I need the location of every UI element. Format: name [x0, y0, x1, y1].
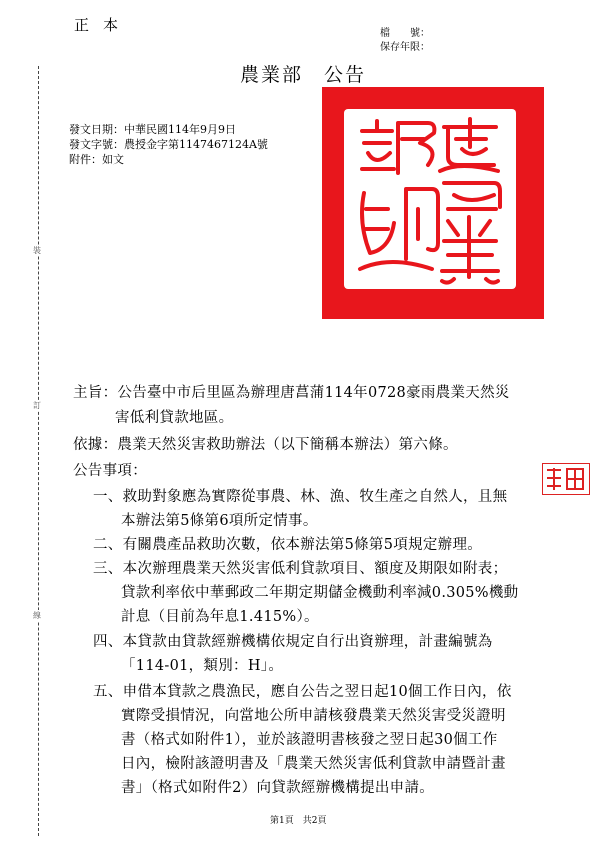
item-3-line-3: 計息（目前為年息1.415%）。 — [121, 609, 319, 625]
issue-date: 發文日期：中華民國114年9月9日 — [69, 123, 236, 136]
retention-label: 保存年限： — [380, 42, 430, 53]
issue-number: 發文字號：農授金字第1147467124A號 — [69, 138, 268, 151]
document-title: 農業部 公告 — [240, 64, 367, 86]
item-5-line-4: 日內，檢附該證明書及「農業天然災害低利貸款申請暨計畫 — [121, 756, 506, 772]
item-4-line-1: 四、本貸款由貸款經辦機構依規定自行出資辦理，計畫編號為 — [93, 634, 493, 650]
item-5-line-3: 書（格式如附件1），並於該證明書核發之翌日起30個工作 — [121, 732, 498, 748]
copy-label: 正本 — [74, 16, 133, 34]
page-number: 第1頁 共2頁 — [270, 816, 327, 826]
item-5-line-5: 書」（格式如附件2）向貸款經辦機構提出申請。 — [121, 780, 435, 796]
binding-mark-1: 裝 — [33, 246, 41, 255]
attachment-note: 附件：如文 — [69, 153, 124, 166]
item-1-line-1: 一、救助對象應為實際從事農、林、漁、牧生產之自然人，且無 — [93, 489, 508, 505]
basis-line: 依據：農業天然災害救助辦法（以下簡稱本辦法）第六條。 — [73, 437, 458, 453]
binding-mark-3: 線 — [33, 611, 41, 620]
item-5-line-2: 實際受損情況，向當地公所申請核發農業天然災害受災證明 — [121, 708, 506, 724]
subject-line-2: 害低利貸款地區。 — [115, 410, 234, 426]
file-number-label: 檔 號： — [380, 28, 430, 39]
seal-inner-panel — [344, 109, 516, 289]
item-3-line-2: 貸款利率依中華郵政二年期定期儲金機動利率減0.305%機動 — [121, 585, 519, 601]
item-4-line-2: 「114-01，類別：H」。 — [121, 658, 284, 674]
seal-glyph-art — [344, 109, 516, 289]
items-heading: 公告事項： — [73, 463, 147, 479]
corner-stamp — [542, 463, 590, 495]
corner-stamp-art — [543, 464, 589, 494]
binding-mark-2: 訂 — [33, 401, 41, 410]
official-seal — [322, 87, 544, 319]
subject-line-1: 主旨：公告臺中市后里區為辦理唐菖蒲114年0728豪雨農業天然災 — [73, 385, 510, 401]
item-2: 二、有關農產品救助次數，依本辦法第5條第5項規定辦理。 — [93, 537, 483, 553]
item-5-line-1: 五、申借本貸款之農漁民，應自公告之翌日起10個工作日內，依 — [93, 684, 512, 700]
binding-line — [38, 66, 39, 836]
item-3-line-1: 三、本次辦理農業天然災害低利貸款項目、額度及期限如附表； — [93, 561, 508, 577]
item-1-line-2: 本辦法第5條第6項所定情事。 — [121, 513, 318, 529]
